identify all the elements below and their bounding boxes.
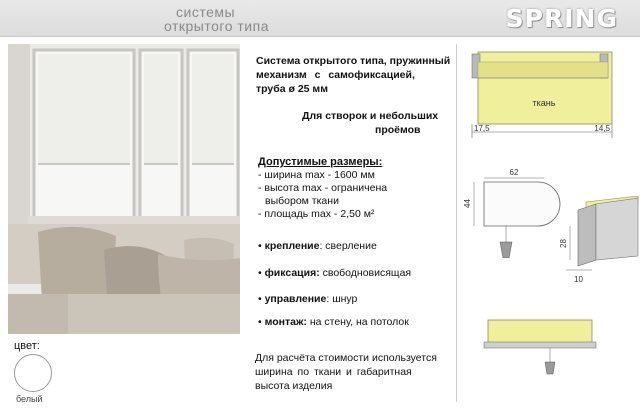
feature-fixation-label: фиксация: [264,267,320,279]
feature-fixation-value: свободновисящая [319,267,412,279]
front-view-diagram [462,44,632,140]
feature-install: • монтаж: на стену, на потолок [258,316,409,328]
note-line2: ширина по ткани и габаритная [255,366,412,378]
profile-height-dim: 28 [559,239,568,248]
sizes-title: Допустимые размеры: [258,156,383,168]
feature-mount: • крепление: сверление [258,240,377,252]
room-illustration [8,44,240,334]
profile-diagram [556,196,640,288]
feature-mount-value: : сверление [319,240,377,252]
note-line3: высота изделия [255,380,333,392]
right-offset-label: 14,5 [594,124,610,133]
size-height-line1: - высота max - ограничена [258,182,388,194]
side-width-dim: 62 [509,168,519,177]
use-line2: проёмов [375,124,421,136]
system-line1: Система открытого типа, пружинный [256,55,451,67]
use-line1: Для створок и небольших [302,110,439,122]
bottom-view-diagram [478,316,600,380]
color-name: белый [16,394,43,404]
left-offset-label: 17,5 [474,124,490,133]
feature-install-value: на стену, на потолок [306,316,409,328]
subtitle-line1: системы [176,4,236,20]
subtitle-line2: открытого типа [164,18,269,34]
feature-control-label: управление [264,293,327,305]
side-height-dim: 44 [463,199,472,208]
size-area: - площадь max - 2,50 м² [258,208,375,220]
profile-width-dim: 10 [574,275,583,284]
size-width: - ширина max - 1600 мм [258,169,375,181]
header-bar [0,0,640,37]
feature-fixation: • фиксация: свободновисящая [258,267,412,279]
feature-mount-label: крепление [264,240,320,252]
feature-control-value: : шнур [326,293,358,305]
system-line2: механизм с самофиксацией, [256,69,415,81]
color-label: цвет: [14,340,40,352]
feature-control: • управление: шнур [258,293,358,305]
feature-install-label: монтаж: [264,316,307,328]
column-divider [456,44,457,402]
system-line3: труба ø 25 мм [256,83,328,95]
fabric-label: ткань [532,98,556,108]
product-photo [8,44,240,334]
note-line1: Для расчёта стоимости используется [255,352,437,364]
color-swatch-white[interactable] [14,354,52,392]
size-height-line2: выбором ткани [265,195,339,207]
brand-title: SPRING [505,4,618,33]
